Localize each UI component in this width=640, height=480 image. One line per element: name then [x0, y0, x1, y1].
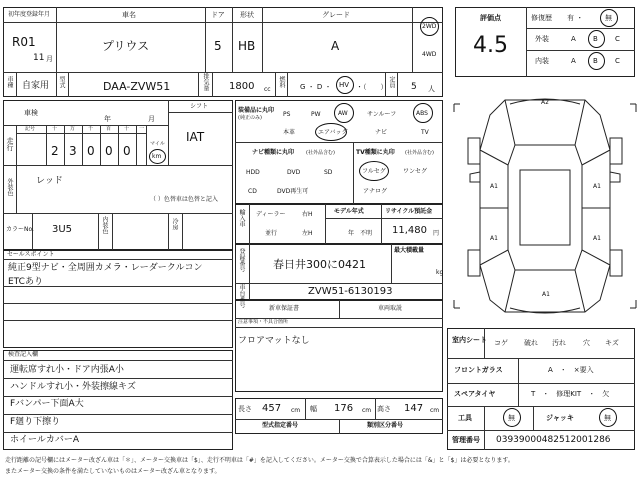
damage-label-a1: A1 — [490, 235, 498, 242]
repair-mark: 無 — [605, 14, 612, 22]
color-label: 外装色 — [6, 178, 13, 196]
chassis-value: ZVW51-6130193 — [308, 286, 393, 297]
import-left: 左H — [302, 230, 313, 237]
drive-2wd: 2WD — [422, 23, 437, 30]
vehicle-manual: 車両取説 — [378, 305, 403, 312]
model-code: DAA-ZVW51 — [103, 80, 171, 93]
color-code-label: カラーNo. — [6, 226, 34, 233]
seat-hole: 穴 — [583, 339, 590, 347]
km-label: km — [152, 153, 162, 160]
displacement-value: 1800 — [229, 81, 255, 92]
drive-4wd: 4WD — [422, 51, 437, 58]
reg-year-value: R01 — [12, 35, 36, 49]
notes-label: 検査記入欄 — [8, 351, 39, 358]
attention-value: フロアマットなし — [238, 336, 310, 346]
capacity-unit: 人 — [428, 85, 435, 93]
tv-analog: アナログ — [363, 188, 388, 195]
car-damage-diagram — [450, 90, 640, 320]
shift-value: IAT — [186, 130, 205, 144]
ac-label: 冷房 — [171, 218, 178, 230]
exterior-label: 外装 — [535, 35, 549, 43]
import-parallel: 並行 — [265, 230, 278, 237]
note-line: F廻り下擦り — [10, 417, 61, 427]
equip-aw: AW — [338, 110, 348, 117]
repair-options: 有 ・ — [567, 14, 584, 22]
recycle-unit: 円 — [433, 230, 440, 237]
damage-label-a1: A1 — [593, 235, 601, 242]
spare-tire-options: T ・ 修理KIT ・ 欠 — [531, 390, 610, 398]
recycle-value: 11,480 — [392, 225, 427, 236]
capacity-label: 定員 — [388, 76, 395, 88]
recycle-label: リサイクル預託金 — [385, 208, 433, 215]
length-label: 長さ — [238, 405, 252, 413]
score-value: 4.5 — [473, 33, 508, 58]
selling-point-line: 純正9型ナビ・全周囲カメラ・レーダークルコン — [8, 263, 203, 273]
mileage-digit: 0 — [105, 144, 113, 158]
damage-label-a1: A1 — [593, 183, 601, 190]
color-note: （ ）色替車は色替と記入 — [150, 196, 218, 203]
nav-type-title: ナビ種類に丸印 — [252, 149, 295, 156]
nav-sd: SD — [324, 169, 333, 176]
mileage-digit: 0 — [87, 144, 95, 158]
interior-a: A — [571, 57, 576, 65]
footer-note: 走行距離の記号欄にはメーター改ざん車は「＊」、メーター交換車は「$」、走行不明車は「#」を記入してください。メーター交換で合算表示した場合には「&」と「$」は必要となります。 — [5, 457, 514, 464]
damage-label-a2: A2 — [541, 99, 549, 106]
tv-oneseg: ワンセグ — [403, 168, 428, 175]
grade-value: A — [331, 39, 340, 53]
type-label: 型式 — [58, 76, 65, 88]
score-label: 評価点 — [480, 14, 501, 22]
equipment-label: 装備品に丸印 — [238, 107, 275, 114]
equip-pw: PW — [311, 111, 321, 118]
fuel-other: ・（ ） — [356, 83, 388, 91]
tv-fullseg: フルセグ — [362, 168, 386, 175]
interior-label: 内装 — [535, 57, 549, 65]
width-label: 幅 — [310, 405, 317, 413]
tools-label: 工具 — [458, 414, 472, 422]
interior-color-label: 内装色 — [101, 216, 108, 234]
tv-type-sub: (社外品含む) — [405, 150, 434, 156]
width-value: 176 — [334, 403, 354, 414]
management-label: 管理番号 — [452, 436, 480, 444]
inspection-month-unit: 月 — [148, 115, 155, 123]
note-line: Fバンパー下面A大 — [10, 399, 84, 409]
height-unit: cm — [430, 407, 440, 414]
load-unit: kg — [436, 269, 444, 276]
displacement-label: 排気量 — [202, 73, 209, 91]
displacement-unit: cc — [264, 86, 271, 93]
windshield-options: A ・ ×要入 — [548, 366, 594, 374]
height-value: 147 — [404, 403, 424, 414]
mileage-digit: 2 — [51, 144, 59, 158]
inspection-section — [3, 100, 233, 250]
mileage-digit: 3 — [69, 144, 77, 158]
repair-label: 修復歴 — [531, 14, 552, 22]
equip-ps: PS — [283, 111, 291, 118]
digit-header-symbol: 記号 — [25, 126, 36, 132]
nav-dvd-play: DVD再生可 — [277, 188, 309, 195]
seat-stain: 汚れ — [552, 339, 566, 347]
reg-year-label: 初年度登録年月 — [8, 11, 51, 18]
width-unit: cm — [362, 407, 372, 414]
fuel-options: G ・ D ・ — [300, 83, 332, 91]
seat-scratch: キズ — [605, 339, 619, 347]
exterior-c: C — [615, 35, 620, 43]
color-value: レッド — [36, 176, 63, 186]
class-no-label: 類別区分番号 — [367, 422, 404, 429]
tv-type-title: TV種類に丸印 — [356, 149, 395, 156]
shift-label: シフト — [190, 103, 209, 110]
doors-value: 5 — [214, 39, 222, 53]
damage-label-a1: A1 — [542, 291, 550, 298]
reg-month-unit: 月 — [46, 55, 53, 63]
fuel-label: 燃料 — [278, 76, 285, 88]
grade-label: グレード — [322, 11, 350, 19]
jack-label: ジャッキ — [546, 414, 574, 422]
chassis-label: 車台番号 — [238, 284, 245, 308]
equip-navi: ナビ — [375, 129, 388, 136]
spare-tire-label: スペアタイヤ — [454, 390, 496, 398]
footer-note: またメーター交換の条件を満たしていないものはメーター改ざん車となります。 — [5, 468, 221, 475]
inspection-year-unit: 年 — [104, 115, 111, 123]
class-label: 車種 — [6, 76, 13, 88]
note-line: 運転席すれ小・ドア内張A小 — [10, 365, 124, 375]
shape-value: HB — [238, 39, 256, 53]
exterior-a: A — [571, 35, 576, 43]
new-car-warranty: 新車保証書 — [269, 305, 300, 312]
note-line: ホイールカバーA — [10, 435, 79, 445]
equip-airbag: エアバッグ — [318, 129, 348, 136]
height-label: 高さ — [377, 405, 391, 413]
seat-tear: 破れ — [524, 339, 538, 347]
exterior-b: B — [593, 35, 598, 43]
type-no-label: 型式指定番号 — [262, 422, 299, 429]
digit-header-10: 十 — [124, 126, 130, 132]
car-name-label: 車名 — [122, 11, 136, 19]
inspection-label: 車検 — [24, 109, 38, 117]
model-year-value: 年 不明 — [348, 230, 373, 237]
equip-leather: 本革 — [283, 129, 296, 136]
import-label: 輸入車 — [238, 209, 245, 227]
nav-dvd: DVD — [287, 169, 301, 176]
length-value: 457 — [262, 403, 282, 414]
mileage-label: 走行 — [6, 137, 14, 151]
color-code-value: 3U5 — [52, 224, 73, 235]
selling-points-label: セールスポイント — [7, 251, 55, 258]
equip-sunroof: サンルーフ — [367, 111, 397, 118]
car-name-value: プリウス — [102, 39, 150, 53]
shape-label: 形状 — [240, 11, 254, 19]
import-dealer: ディーラー — [256, 211, 286, 218]
seat-burn: コゲ — [494, 339, 508, 347]
load-label: 最大積載量 — [394, 247, 425, 254]
fuel-hv: HV — [339, 81, 350, 89]
nav-hdd: HDD — [246, 169, 260, 176]
selling-point-line: ETCあり — [8, 277, 43, 287]
nav-cd: CD — [248, 188, 257, 195]
reg-month-value: 11 — [33, 53, 45, 63]
note-line: ハンドルすれ小・外装擦線キズ — [10, 382, 136, 392]
length-unit: cm — [291, 407, 301, 414]
plate-label: 登録番号 — [238, 248, 245, 272]
jack-mark: 無 — [604, 414, 611, 422]
class-value: 自家用 — [22, 81, 50, 91]
equip-abs: ABS — [416, 110, 428, 117]
tools-mark: 無 — [508, 414, 515, 422]
digit-header-10k: 万 — [70, 126, 76, 132]
equipment-sub: (純正のみ) — [238, 115, 262, 121]
digit-header-100k: 十 — [52, 126, 58, 132]
equip-tv: TV — [421, 129, 429, 136]
seat-label: 室内シート — [452, 336, 487, 344]
interior-c: C — [615, 57, 620, 65]
digit-header-1: 一 — [139, 126, 145, 132]
capacity-value: 5 — [411, 82, 417, 92]
nav-type-sub: (社外品含む) — [306, 150, 335, 156]
model-year-label: モデル年式 — [334, 208, 364, 215]
management-number: 0393900048251200128​6 — [496, 435, 611, 445]
attention-label: 注意事項・不具合箇所 — [238, 319, 289, 325]
import-right: 右H — [302, 211, 313, 218]
damage-label-a1: A1 — [490, 183, 498, 190]
mileage-digit: 0 — [123, 144, 131, 158]
plate-value: 春日井300に0421 — [273, 258, 366, 271]
digit-header-1k: 千 — [88, 126, 94, 132]
windshield-label: フロントガラス — [454, 366, 503, 374]
mile-label: マイル — [150, 141, 165, 147]
doors-label: ドア — [211, 11, 225, 19]
interior-b: B — [593, 57, 598, 65]
digit-header-100: 百 — [106, 126, 112, 132]
